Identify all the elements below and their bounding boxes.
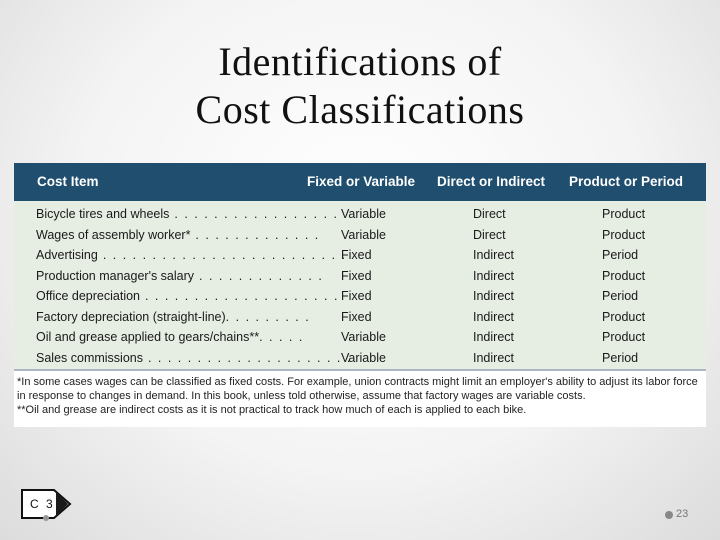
fixed-variable-cell: Variable [341, 228, 386, 242]
leader-dots: . . . . . . . . . . . . . . . . . . . . . [142, 351, 352, 365]
cost-item-cell [36, 330, 304, 344]
product-period-cell: Product [602, 228, 646, 242]
product-period-cell: Period [602, 289, 639, 303]
product-period-cell: Product [602, 207, 646, 221]
objective-badge [20, 486, 76, 522]
header-fixed-variable: Fixed or Variable [307, 174, 416, 189]
cost-item-name: Factory depreciation (straight-line) [36, 310, 226, 324]
leader-dots: . . . . . . . . . . . . . . . . . . . . [140, 289, 339, 303]
leader-dots: . . . . . . . . . [225, 310, 311, 324]
fixed-variable-cell: Fixed [341, 310, 372, 324]
cost-item-cell [36, 207, 339, 221]
table-row [14, 349, 706, 369]
footnote-1b: in response to changes in demand. In this book, unless told otherwise, assume that factory wages are variable costs. [17, 390, 586, 402]
fixed-variable-cell: Variable [341, 330, 386, 344]
direct-indirect-cell: Indirect [473, 289, 514, 303]
fixed-variable-cell: Variable [341, 207, 386, 221]
product-period-cell: Product [602, 330, 646, 344]
product-period-cell: Period [602, 248, 639, 262]
fixed-variable-cell: Fixed [341, 248, 372, 262]
cost-classification-table [14, 163, 706, 425]
title-line-1: Identifications of [218, 39, 502, 84]
product-period-cell: Product [602, 310, 646, 324]
table-row [14, 246, 706, 266]
product-period-cell: Product [602, 269, 646, 283]
direct-indirect-cell: Direct [473, 228, 506, 242]
footnote-2: **Oil and grease are indirect costs as it is not practical to track how much of each is applied to each bike. [17, 404, 527, 416]
cost-item-name: Oil and grease applied to gears/chains** [36, 330, 260, 344]
cost-item-cell [36, 289, 339, 303]
direct-indirect-cell: Indirect [473, 269, 514, 283]
fixed-variable-cell: Fixed [341, 269, 372, 283]
table-row [14, 205, 706, 225]
title-line-2: Cost Classifications [195, 87, 525, 132]
leader-dots: . . . . . . . . . . . . . . . . . [169, 207, 339, 221]
footnote-1a: *In some cases wages can be classified as fixed costs. For example, union contracts might limit an employer's ability to adjust its labor force [17, 376, 698, 388]
cost-item-name: Bicycle tires and wheels [36, 207, 170, 221]
cost-item-cell [36, 228, 320, 242]
direct-indirect-cell: Indirect [473, 351, 514, 365]
cost-item-cell [36, 269, 323, 283]
leader-dots: . . . . . . . . . . . . . . . . . . . . . . . . . [97, 248, 347, 262]
table-row [14, 226, 706, 246]
table-row [14, 267, 706, 287]
header-product-period: Product or Period [569, 174, 684, 189]
header-direct-indirect: Direct or Indirect [437, 174, 546, 189]
direct-indirect-cell: Direct [473, 207, 506, 221]
table-row [14, 308, 706, 328]
leader-dots: . . . . . [259, 330, 304, 344]
product-period-cell: Period [602, 351, 639, 365]
leader-dots: . . . . . . . . . . . . . [194, 269, 324, 283]
slide-title [0, 38, 720, 134]
fixed-variable-cell: Fixed [341, 289, 372, 303]
page-dot-icon [665, 511, 673, 519]
cost-item-name: Production manager's salary [36, 269, 195, 283]
table-body [14, 201, 706, 369]
cost-item-name: Wages of assembly worker* [36, 228, 191, 242]
header-cost-item: Cost Item [37, 174, 99, 189]
direct-indirect-cell: Indirect [473, 310, 514, 324]
fixed-variable-cell: Variable [341, 351, 386, 365]
table-header [14, 163, 706, 201]
objective-label: C 3 [30, 497, 55, 511]
cost-item-cell [36, 310, 310, 324]
table-footnotes [14, 369, 706, 427]
direct-indirect-cell: Indirect [473, 330, 514, 344]
cost-item-cell [36, 248, 347, 262]
table-row [14, 328, 706, 348]
leader-dots: . . . . . . . . . . . . . [190, 228, 320, 242]
direct-indirect-cell: Indirect [473, 248, 514, 262]
cost-item-name: Sales commissions [36, 351, 143, 365]
table-row [14, 287, 706, 307]
page-number: 23 [676, 508, 689, 520]
cost-item-name: Advertising [36, 248, 98, 262]
cost-item-cell [36, 351, 352, 365]
cost-item-name: Office depreciation [36, 289, 140, 303]
